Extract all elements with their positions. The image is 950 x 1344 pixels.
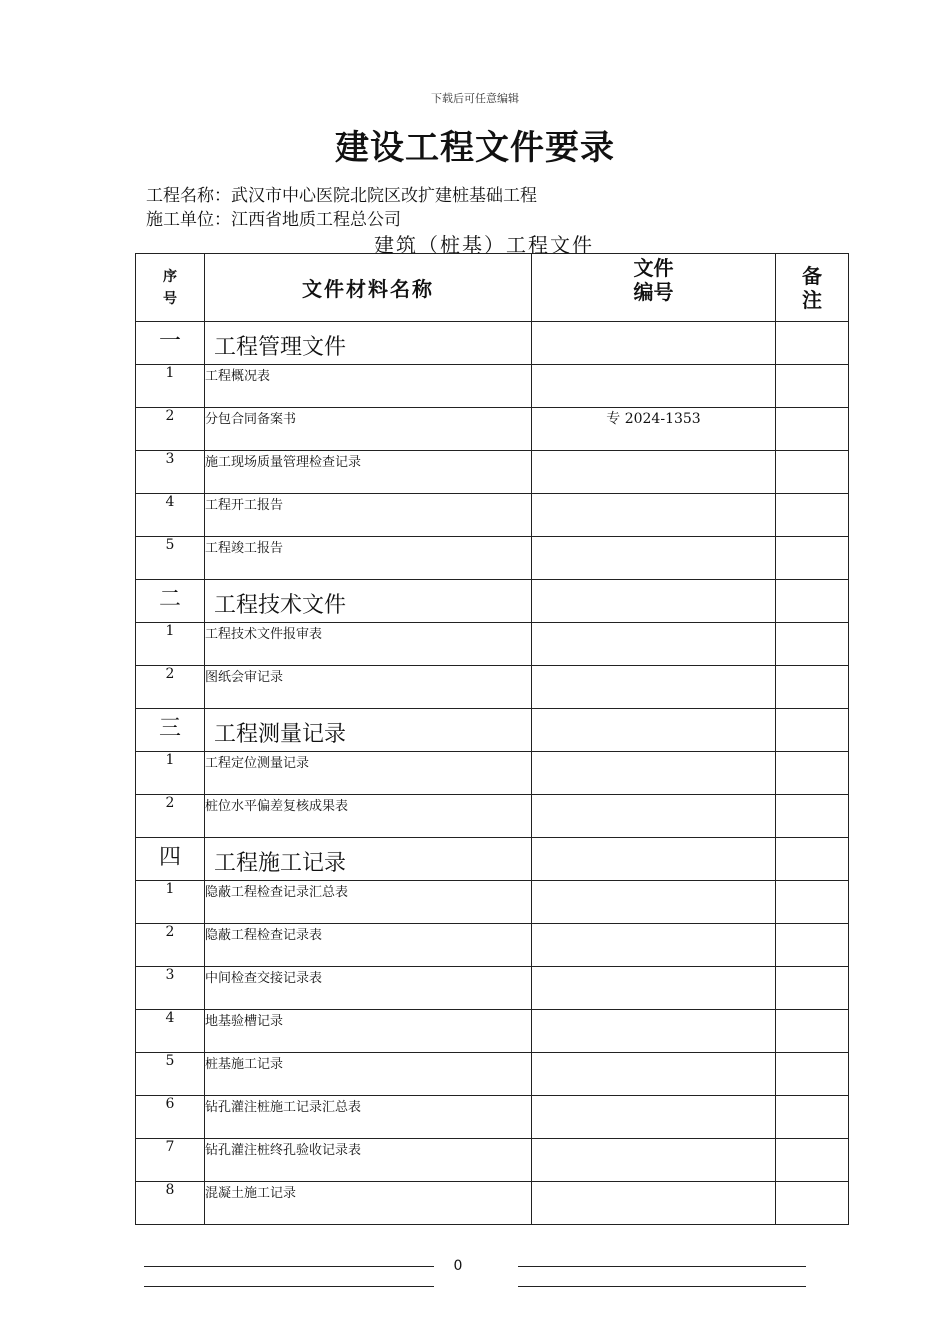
row-number [532, 580, 776, 623]
row-name: 工程施工记录 [205, 838, 532, 881]
section-row [136, 709, 849, 752]
header-note-line2: 注 [802, 287, 822, 312]
row-name: 隐蔽工程检查记录表 [205, 924, 532, 967]
row-note [776, 752, 849, 795]
row-name: 工程管理文件 [205, 322, 532, 365]
header-seq-line1: 序 [163, 268, 177, 285]
row-number [532, 666, 776, 709]
table-row [136, 924, 849, 967]
table-row [136, 623, 849, 666]
row-seq: 4 [136, 1010, 205, 1053]
table-row [136, 365, 849, 408]
row-number [532, 623, 776, 666]
row-name: 工程定位测量记录 [205, 752, 532, 795]
row-note [776, 322, 849, 365]
header-number-line2: 编号 [633, 280, 674, 304]
row-seq: 2 [136, 924, 205, 967]
row-name: 工程竣工报告 [205, 537, 532, 580]
row-note [776, 1182, 849, 1225]
row-note [776, 666, 849, 709]
row-number [532, 924, 776, 967]
table-row [136, 537, 849, 580]
header-note [776, 254, 849, 322]
row-seq: 2 [136, 408, 205, 451]
row-note [776, 881, 849, 924]
table-row [136, 494, 849, 537]
row-seq: 3 [136, 451, 205, 494]
row-number [532, 881, 776, 924]
row-note [776, 451, 849, 494]
table-row [136, 1182, 849, 1225]
table-header-row [136, 254, 849, 322]
row-number [532, 838, 776, 881]
row-seq: 7 [136, 1139, 205, 1182]
row-name: 桩基施工记录 [205, 1053, 532, 1096]
row-number [532, 1053, 776, 1096]
section-row [136, 838, 849, 881]
row-note [776, 537, 849, 580]
row-note [776, 795, 849, 838]
row-name: 工程测量记录 [205, 709, 532, 752]
table-row [136, 1139, 849, 1182]
row-note [776, 623, 849, 666]
row-number: 专 2024-1353 [532, 408, 776, 451]
row-seq: 1 [136, 881, 205, 924]
header-seq-line2: 号 [163, 290, 177, 307]
row-number [532, 967, 776, 1010]
row-number [532, 451, 776, 494]
header-note-line1: 备 [802, 263, 822, 288]
row-seq: 2 [136, 795, 205, 838]
project-name: 工程名称：武汉市中心医院北院区改扩建桩基础工程 [146, 186, 537, 206]
row-number [532, 537, 776, 580]
row-name: 施工现场质量管理检查记录 [205, 451, 532, 494]
row-seq: 5 [136, 537, 205, 580]
row-name: 混凝土施工记录 [205, 1182, 532, 1225]
header-number [532, 254, 776, 322]
row-name: 工程开工报告 [205, 494, 532, 537]
row-seq: 1 [136, 752, 205, 795]
row-number [532, 365, 776, 408]
table-row [136, 967, 849, 1010]
row-number [532, 1182, 776, 1225]
row-number [532, 1096, 776, 1139]
row-note [776, 967, 849, 1010]
row-name: 工程技术文件 [205, 580, 532, 623]
row-number [532, 795, 776, 838]
row-name: 中间检查交接记录表 [205, 967, 532, 1010]
row-seq: 1 [136, 623, 205, 666]
row-seq: 四 [136, 838, 205, 881]
header-seq [136, 254, 205, 322]
table-row [136, 666, 849, 709]
row-note [776, 1139, 849, 1182]
row-note [776, 365, 849, 408]
row-note [776, 924, 849, 967]
watermark-text: 下载后可任意编辑 [431, 92, 519, 105]
row-note [776, 408, 849, 451]
row-number [532, 322, 776, 365]
row-name: 隐蔽工程检查记录汇总表 [205, 881, 532, 924]
row-name: 桩位水平偏差复核成果表 [205, 795, 532, 838]
row-note [776, 838, 849, 881]
row-seq: 2 [136, 666, 205, 709]
category-heading: 建筑（桩基）工程文件 [374, 233, 594, 257]
row-seq: 4 [136, 494, 205, 537]
header-number-line1: 文件 [633, 256, 674, 280]
construction-unit: 施工单位：江西省地质工程总公司 [146, 210, 401, 230]
document-title: 建设工程文件要录 [335, 128, 615, 168]
row-name: 工程概况表 [205, 365, 532, 408]
table-row [136, 1096, 849, 1139]
row-number [532, 494, 776, 537]
row-seq: 一 [136, 322, 205, 365]
row-note [776, 1096, 849, 1139]
row-number [532, 709, 776, 752]
table-row [136, 881, 849, 924]
row-number [532, 1010, 776, 1053]
row-name: 图纸会审记录 [205, 666, 532, 709]
row-name: 工程技术文件报审表 [205, 623, 532, 666]
row-note [776, 1053, 849, 1096]
row-note [776, 580, 849, 623]
row-seq: 1 [136, 365, 205, 408]
row-seq: 8 [136, 1182, 205, 1225]
row-name: 分包合同备案书 [205, 408, 532, 451]
section-row [136, 322, 849, 365]
row-seq: 3 [136, 967, 205, 1010]
footer-rule-right-bottom [518, 1286, 806, 1287]
table-row [136, 1053, 849, 1096]
table-row [136, 451, 849, 494]
row-seq: 5 [136, 1053, 205, 1096]
row-name: 地基验槽记录 [205, 1010, 532, 1053]
row-name: 钻孔灌注桩施工记录汇总表 [205, 1096, 532, 1139]
row-name: 钻孔灌注桩终孔验收记录表 [205, 1139, 532, 1182]
table-row [136, 408, 849, 451]
file-list-table [135, 253, 849, 1225]
row-note [776, 494, 849, 537]
table-row [136, 752, 849, 795]
row-note [776, 709, 849, 752]
table-row [136, 1010, 849, 1053]
header-name: 文件材料名称 [205, 254, 532, 322]
row-note [776, 1010, 849, 1053]
page-number: 0 [453, 1258, 463, 1274]
footer-rule-left-bottom [144, 1286, 434, 1287]
section-row [136, 580, 849, 623]
row-seq: 三 [136, 709, 205, 752]
row-seq: 6 [136, 1096, 205, 1139]
row-number [532, 1139, 776, 1182]
row-number [532, 752, 776, 795]
table-row [136, 795, 849, 838]
row-seq: 二 [136, 580, 205, 623]
